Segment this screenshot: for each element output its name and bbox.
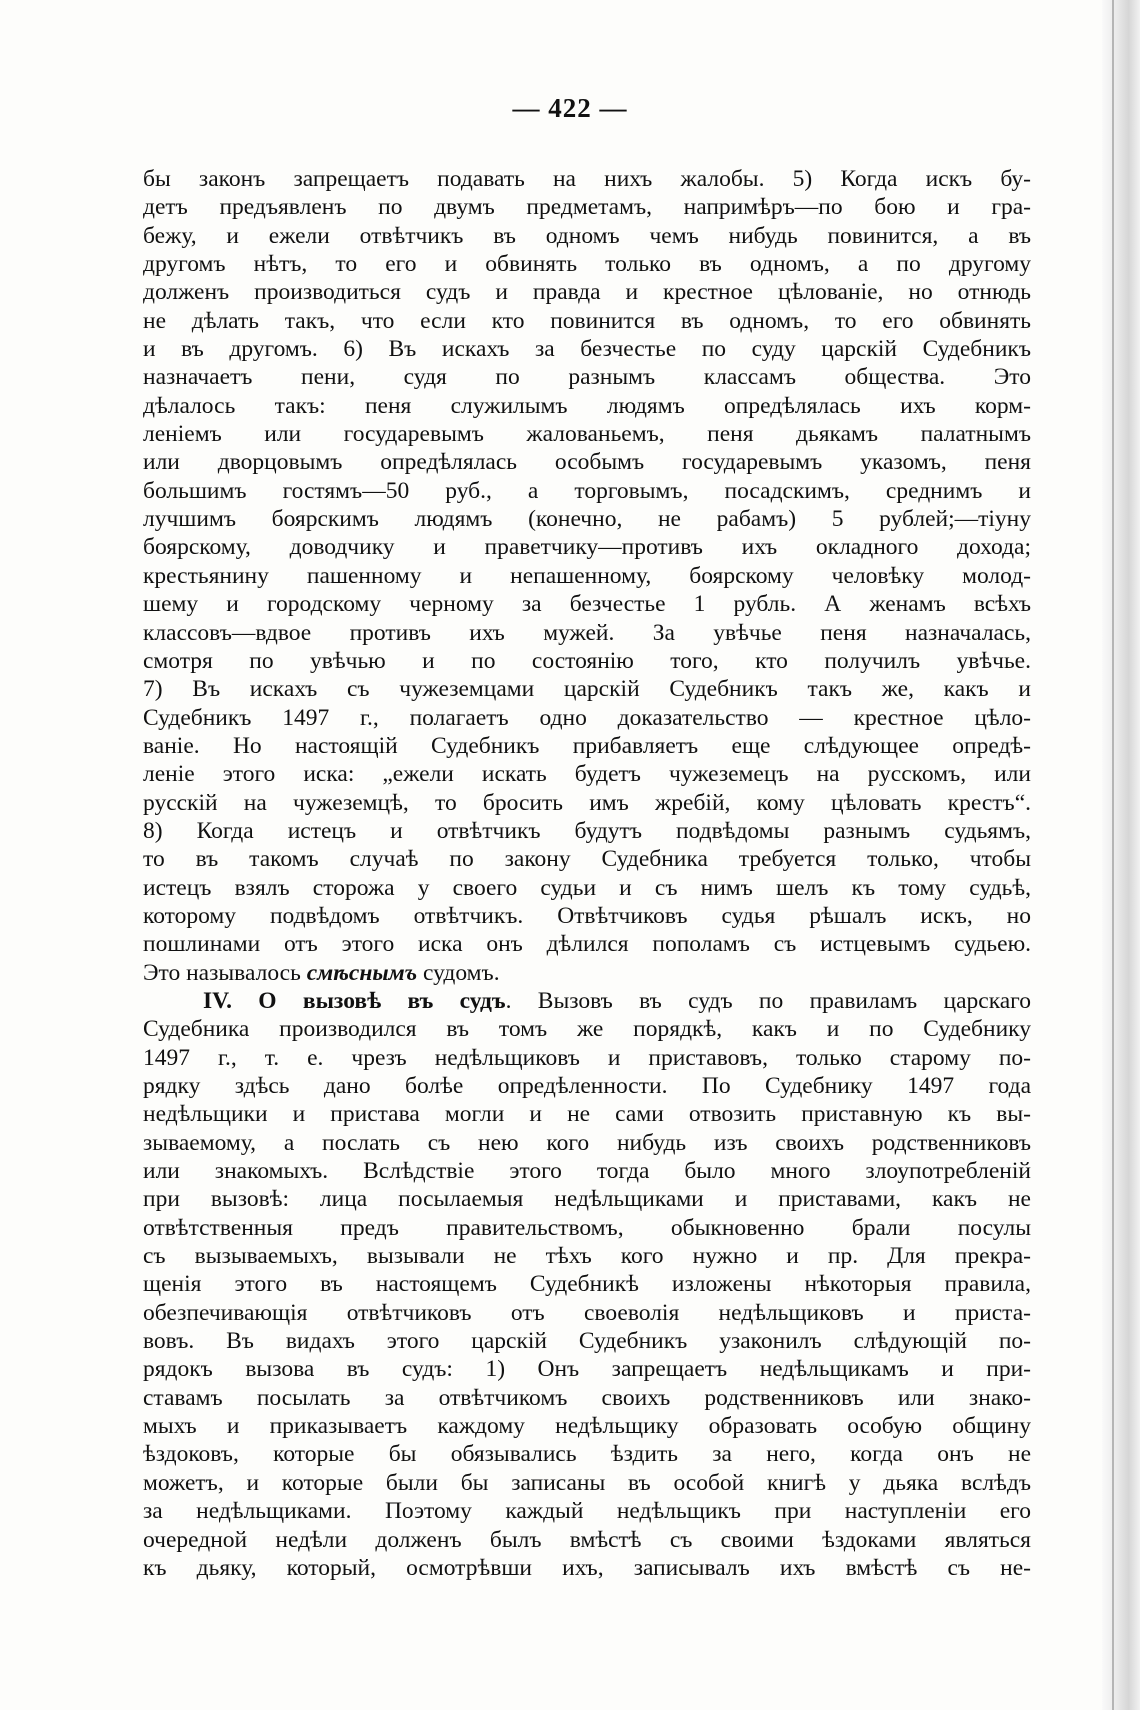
- text-segment: шему и городскому черному за безчестье 1 рубль. А женамъ всѣхъ: [143, 591, 1031, 618]
- text-line: [143, 363, 1031, 391]
- text-line: [143, 1157, 1031, 1185]
- text-line: [143, 619, 1031, 647]
- text-line: [143, 1100, 1031, 1128]
- text-line: [143, 1214, 1031, 1242]
- text-segment: боярскому, доводчику и праветчику—противъ ихъ окладного дохода;: [143, 534, 1031, 561]
- text-line: [143, 1554, 1031, 1582]
- text-line: [143, 732, 1031, 760]
- section-heading: IV. О вызовѣ въ судъ: [203, 987, 506, 1014]
- text-line: [143, 704, 1031, 732]
- text-segment: классовъ—вдвое противъ ихъ мужей. За увѣчье пеня назначалась,: [143, 619, 1031, 646]
- text-line: [143, 1299, 1031, 1327]
- text-segment: другомъ нѣтъ, то его и обвинять только въ одномъ, а по другому: [143, 251, 1031, 278]
- emphasized-term: смѣснымъ: [306, 959, 418, 986]
- text-line: [143, 1497, 1031, 1525]
- text-line: [143, 420, 1031, 448]
- text-line: [143, 250, 1031, 278]
- text-segment: можетъ, и которые были бы записаны въ особой книгѣ у дьяка вслѣдъ: [143, 1469, 1031, 1496]
- text-segment: то въ такомъ случаѣ по закону Судебника требуется только, чтобы: [143, 846, 1031, 873]
- body-text: [143, 165, 1031, 1582]
- text-segment: щенія этого въ настоящемъ Судебникѣ изложены нѣкоторыя правила,: [143, 1271, 1031, 1298]
- text-segment: 8) Когда истецъ и отвѣтчикъ будутъ подвѣдомы разнымъ судьямъ,: [143, 817, 1031, 844]
- text-line: [143, 647, 1031, 675]
- text-line: [143, 1412, 1031, 1440]
- text-line: [143, 307, 1031, 335]
- text-segment: Судебника производился въ томъ же порядкѣ, какъ и по Судебнику: [143, 1016, 1031, 1043]
- text-segment: бы законъ запрещаетъ подавать на нихъ жалобы. 5) Когда искъ бу-: [143, 166, 1031, 192]
- text-segment: леніе этого иска: „ежели искать будетъ чужеземецъ на русскомъ, или: [143, 761, 1031, 788]
- page-edge-line: [1112, 0, 1114, 1710]
- text-line: [143, 335, 1031, 363]
- text-segment: очередной недѣли долженъ былъ вмѣстѣ съ своими ѣздоками являться: [143, 1526, 1031, 1553]
- text-segment: рядку здѣсь дано болѣе опредѣленности. По Судебнику 1497 года: [143, 1073, 1031, 1099]
- text-segment: бежу, и ежели отвѣтчикъ въ одномъ чемъ нибудь повинится, а въ: [143, 222, 1031, 249]
- text-line: [143, 590, 1031, 618]
- text-line: [143, 1242, 1031, 1270]
- page-number: — 422 —: [512, 93, 628, 123]
- text-line: [143, 505, 1031, 533]
- text-segment: назначаетъ пени, судя по разнымъ классамъ общества. Это: [143, 364, 1031, 391]
- text-line: [143, 448, 1031, 476]
- text-line: [143, 902, 1031, 930]
- text-line: [143, 789, 1031, 817]
- text-segment: крестьянину пашенному и непашенному, боярскому человѣку молод-: [143, 562, 1031, 589]
- text-line: [143, 1526, 1031, 1554]
- text-line: [143, 675, 1031, 703]
- text-line: [143, 874, 1031, 902]
- text-segment: 1497 г., т. е. чрезъ недѣльщиковъ и приставовъ, только старому по-: [143, 1044, 1031, 1071]
- text-line: [143, 1355, 1031, 1383]
- text-segment: или дворцовымъ опредѣлялась особымъ государевымъ указомъ, пеня: [143, 449, 1031, 476]
- text-line: [143, 845, 1031, 873]
- text-segment: вовъ. Въ видахъ этого царскій Судебникъ узаконилъ слѣдующій по-: [143, 1328, 1031, 1355]
- text-line: [143, 1327, 1031, 1355]
- text-segment: дѣлалось такъ: пеня служилымъ людямъ опредѣлялась ихъ корм-: [143, 392, 1031, 419]
- text-line: [143, 1129, 1031, 1157]
- page-edge-shadow: [1102, 0, 1140, 1710]
- text-segment: которому подвѣдомъ отвѣтчикъ. Отвѣтчиковъ судья рѣшалъ искъ, но: [143, 902, 1031, 929]
- text-segment: ваніе. Но настоящій Судебникъ прибавляетъ еще слѣдующее опредѣ-: [143, 732, 1031, 759]
- text-segment: . Вызовъ въ судъ по правиламъ царскаго: [505, 987, 1031, 1014]
- text-segment: судомъ.: [417, 959, 500, 986]
- text-segment: или знакомыхъ. Вслѣдствіе этого тогда было много злоупотребленій: [143, 1158, 1031, 1185]
- text-segment: отвѣтственныя предъ правительствомъ, обыкновенно брали посулы: [143, 1214, 1031, 1241]
- text-line: [143, 987, 1031, 1015]
- text-line: [143, 477, 1031, 505]
- text-line: [143, 1044, 1031, 1072]
- text-segment: русскій на чужеземцѣ, то бросить имъ жребій, кому цѣловать крестъ“.: [143, 789, 1031, 816]
- text-segment: ставамъ посылать за отвѣтчикомъ своихъ родственниковъ или знако-: [143, 1384, 1031, 1411]
- text-line: [143, 392, 1031, 420]
- text-line: [143, 165, 1031, 193]
- text-line: [143, 1440, 1031, 1468]
- text-segment: детъ предъявленъ по двумъ предметамъ, напримѣръ—по бою и гра-: [143, 194, 1031, 221]
- text-line: [143, 562, 1031, 590]
- text-segment: къ дьяку, который, осмотрѣвши ихъ, записывалъ ихъ вмѣстѣ съ не-: [143, 1554, 1031, 1581]
- text-segment: при вызовѣ: лица посылаемыя недѣльщиками и приставами, какъ не: [143, 1186, 1031, 1213]
- text-line: [143, 930, 1031, 958]
- text-segment: Это называлось: [143, 959, 307, 986]
- text-line: [143, 193, 1031, 221]
- text-segment: мыхъ и приказываетъ каждому недѣльщику образовать особую общину: [143, 1413, 1031, 1440]
- text-segment: пошлинами отъ этого иска онъ дѣлился пополамъ съ истцевымъ судьею.: [143, 931, 1031, 958]
- text-segment: зываемому, а послать съ нею кого нибудь изъ своихъ родственниковъ: [143, 1129, 1031, 1156]
- text-segment: Судебникъ 1497 г., полагаетъ одно доказательство — крестное цѣло-: [143, 704, 1031, 731]
- text-segment: большимъ гостямъ—50 руб., а торговымъ, посадскимъ, среднимъ и: [143, 477, 1031, 504]
- text-line: [143, 1270, 1031, 1298]
- text-segment: за недѣльщиками. Поэтому каждый недѣльщикъ при наступленіи его: [143, 1498, 1031, 1525]
- text-segment: обезпечивающія отвѣтчиковъ отъ своеволія недѣльщиковъ и приста-: [143, 1299, 1031, 1326]
- text-line: [143, 1384, 1031, 1412]
- text-line: [143, 533, 1031, 561]
- text-line: [143, 959, 1031, 987]
- text-segment: недѣльщики и пристава могли и не сами отвозить приставную къ вы-: [143, 1101, 1031, 1128]
- text-segment: истецъ взялъ сторожа у своего судьи и съ нимъ шелъ къ тому судьѣ,: [143, 874, 1031, 901]
- text-segment: ѣздоковъ, которые бы обязывались ѣздить за него, когда онъ не: [143, 1441, 1031, 1468]
- text-segment: лучшимъ боярскимъ людямъ (конечно, не рабамъ) 5 рублей;—тіуну: [143, 506, 1031, 533]
- text-line: [143, 222, 1031, 250]
- text-segment: рядокъ вызова въ судъ: 1) Онъ запрещаетъ недѣльщикамъ и при-: [143, 1356, 1031, 1383]
- text-line: [143, 1469, 1031, 1497]
- text-segment: съ вызываемыхъ, вызывали не тѣхъ кого нужно и пр. Для прекра-: [143, 1243, 1031, 1270]
- text-line: [143, 760, 1031, 788]
- text-segment: леніемъ или государевымъ жалованьемъ, пеня дьякамъ палатнымъ: [143, 421, 1031, 448]
- text-segment: не дѣлать такъ, что если кто повинится въ одномъ, то его обвинять: [143, 307, 1031, 334]
- text-segment: 7) Въ искахъ съ чужеземцами царскій Судебникъ такъ же, какъ и: [143, 676, 1031, 703]
- text-line: [143, 1185, 1031, 1213]
- text-segment: смотря по увѣчью и по состоянію того, кто получилъ увѣчье.: [143, 647, 1031, 674]
- text-line: [143, 817, 1031, 845]
- text-line: [143, 1015, 1031, 1043]
- text-segment: и въ другомъ. 6) Въ искахъ за безчестье по суду царскій Судебникъ: [143, 336, 1031, 363]
- text-line: [143, 1072, 1031, 1100]
- text-line: [143, 278, 1031, 306]
- text-segment: долженъ производиться судъ и правда и крестное цѣлованіе, но отнюдь: [143, 279, 1031, 306]
